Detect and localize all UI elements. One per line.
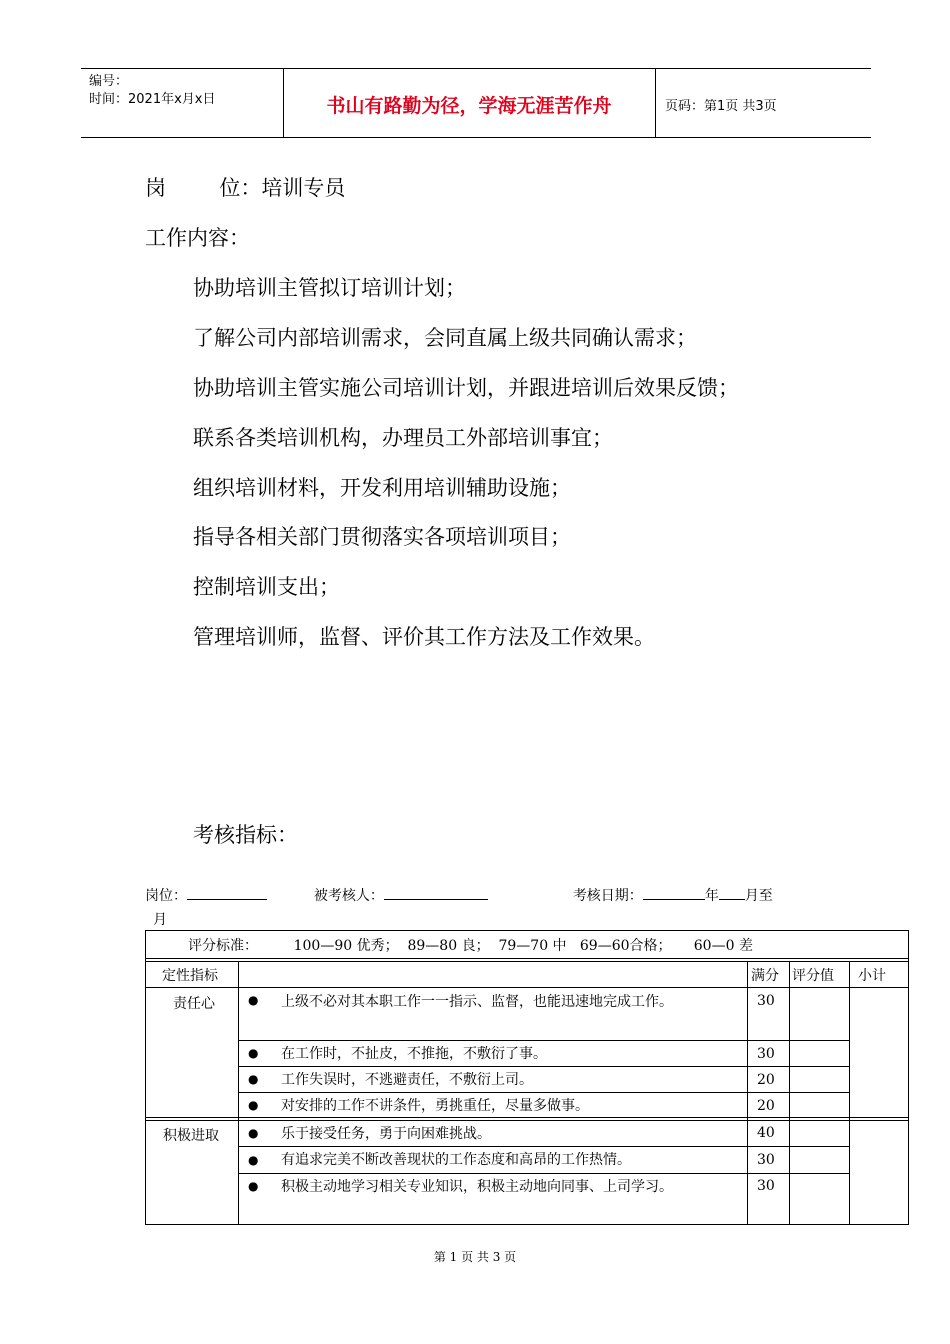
page-header bbox=[81, 68, 871, 138]
full-score: 40 bbox=[757, 1125, 775, 1141]
work-item: 指导各相关部门贯彻落实各项培训项目； bbox=[193, 525, 571, 549]
page-code: 页码：第1页 共3页 bbox=[665, 99, 777, 114]
col-line bbox=[747, 961, 748, 1224]
work-item: 联系各类培训机构，办理员工外部培训事宜； bbox=[193, 426, 613, 450]
post-value: 培训专员 bbox=[261, 176, 346, 200]
criterion-text: 有追求完美不断改善现状的工作态度和高昂的工作热情。 bbox=[281, 1152, 631, 1168]
bullet-icon: ● bbox=[248, 1126, 259, 1140]
work-item: 管理培训师，监督、评价其工作方法及工作效果。 bbox=[193, 625, 655, 649]
group-name: 责任心 bbox=[173, 996, 215, 1012]
criterion-text: 在工作时，不扯皮，不推拖，不敷衍了事。 bbox=[281, 1046, 547, 1062]
form-person-label: 被考核人： bbox=[313, 888, 384, 904]
form-month: 月 bbox=[153, 912, 167, 928]
scale-row: 评分标准： 100—90 优秀； 89—80 良； 79—70 中 69—60合格； 60—0 差 bbox=[188, 938, 753, 954]
work-item: 组织培训材料，开发利用培训辅助设施； bbox=[193, 476, 571, 500]
post-label: 岗 位： bbox=[145, 176, 262, 200]
header-divider bbox=[655, 69, 656, 137]
time-label: 时间：2021年x月x日 bbox=[89, 92, 216, 107]
full-score: 30 bbox=[757, 1046, 775, 1062]
header-left bbox=[89, 73, 215, 109]
work-item: 协助培训主管拟订培训计划； bbox=[193, 276, 466, 300]
row-line bbox=[146, 958, 908, 959]
assessment-title: 考核指标： bbox=[193, 823, 298, 847]
col-score: 评分值 bbox=[792, 968, 834, 984]
number-label: 编号： bbox=[89, 74, 129, 89]
post-line bbox=[145, 172, 345, 202]
bullet-icon: ● bbox=[248, 993, 259, 1007]
criterion-text: 工作失误时，不逃避责任，不敷衍上司。 bbox=[281, 1072, 533, 1088]
bullet-icon: ● bbox=[248, 1179, 259, 1193]
form-date-label: 考核日期： bbox=[572, 888, 643, 904]
col-line bbox=[238, 961, 239, 1224]
form-month-to: 月至 bbox=[744, 888, 773, 904]
bullet-icon: ● bbox=[248, 1046, 259, 1060]
criterion-text: 积极主动地学习相关专业知识，积极主动地向同事、上司学习。 bbox=[281, 1179, 673, 1195]
work-content-label: 工作内容： bbox=[145, 226, 250, 250]
form-year-blank bbox=[643, 885, 705, 900]
page-footer: 第 1 页 共 3 页 bbox=[433, 1250, 517, 1264]
col-full: 满分 bbox=[751, 968, 779, 984]
full-score: 30 bbox=[757, 993, 775, 1009]
col-line bbox=[849, 961, 850, 1224]
row-line bbox=[146, 987, 908, 988]
form-month-blank bbox=[719, 885, 745, 900]
form-post-label: 岗位： bbox=[145, 888, 187, 904]
bullet-icon: ● bbox=[248, 1072, 259, 1086]
assessment-table bbox=[145, 930, 909, 1225]
criterion-text: 对安排的工作不讲条件，勇挑重任，尽量多做事。 bbox=[281, 1098, 589, 1114]
full-score: 20 bbox=[757, 1072, 775, 1088]
form-year: 年 bbox=[704, 888, 719, 904]
assessment-form-line bbox=[145, 885, 845, 905]
bullet-icon: ● bbox=[248, 1098, 259, 1112]
work-item: 协助培训主管实施公司培训计划，并跟进培训后效果反馈； bbox=[193, 376, 739, 400]
header-motto: 书山有路勤为径，学海无涯苦作舟 bbox=[326, 95, 612, 117]
form-person-blank bbox=[384, 885, 488, 900]
row-line bbox=[146, 961, 908, 962]
work-item: 控制培训支出； bbox=[193, 575, 340, 599]
col-line bbox=[789, 961, 790, 1224]
col-indicator: 定性指标 bbox=[162, 968, 218, 984]
group-name: 积极进取 bbox=[163, 1128, 219, 1144]
bullet-icon: ● bbox=[248, 1153, 259, 1167]
criterion-text: 上级不必对其本职工作一一指示、监督，也能迅速地完成工作。 bbox=[281, 994, 673, 1010]
col-subtotal: 小计 bbox=[858, 968, 886, 984]
form-post-blank bbox=[187, 885, 267, 900]
work-item: 了解公司内部培训需求，会同直属上级共同确认需求； bbox=[193, 326, 697, 350]
full-score: 30 bbox=[757, 1178, 775, 1194]
full-score: 20 bbox=[757, 1098, 775, 1114]
criterion-text: 乐于接受任务，勇于向困难挑战。 bbox=[281, 1126, 491, 1142]
full-score: 30 bbox=[757, 1152, 775, 1168]
